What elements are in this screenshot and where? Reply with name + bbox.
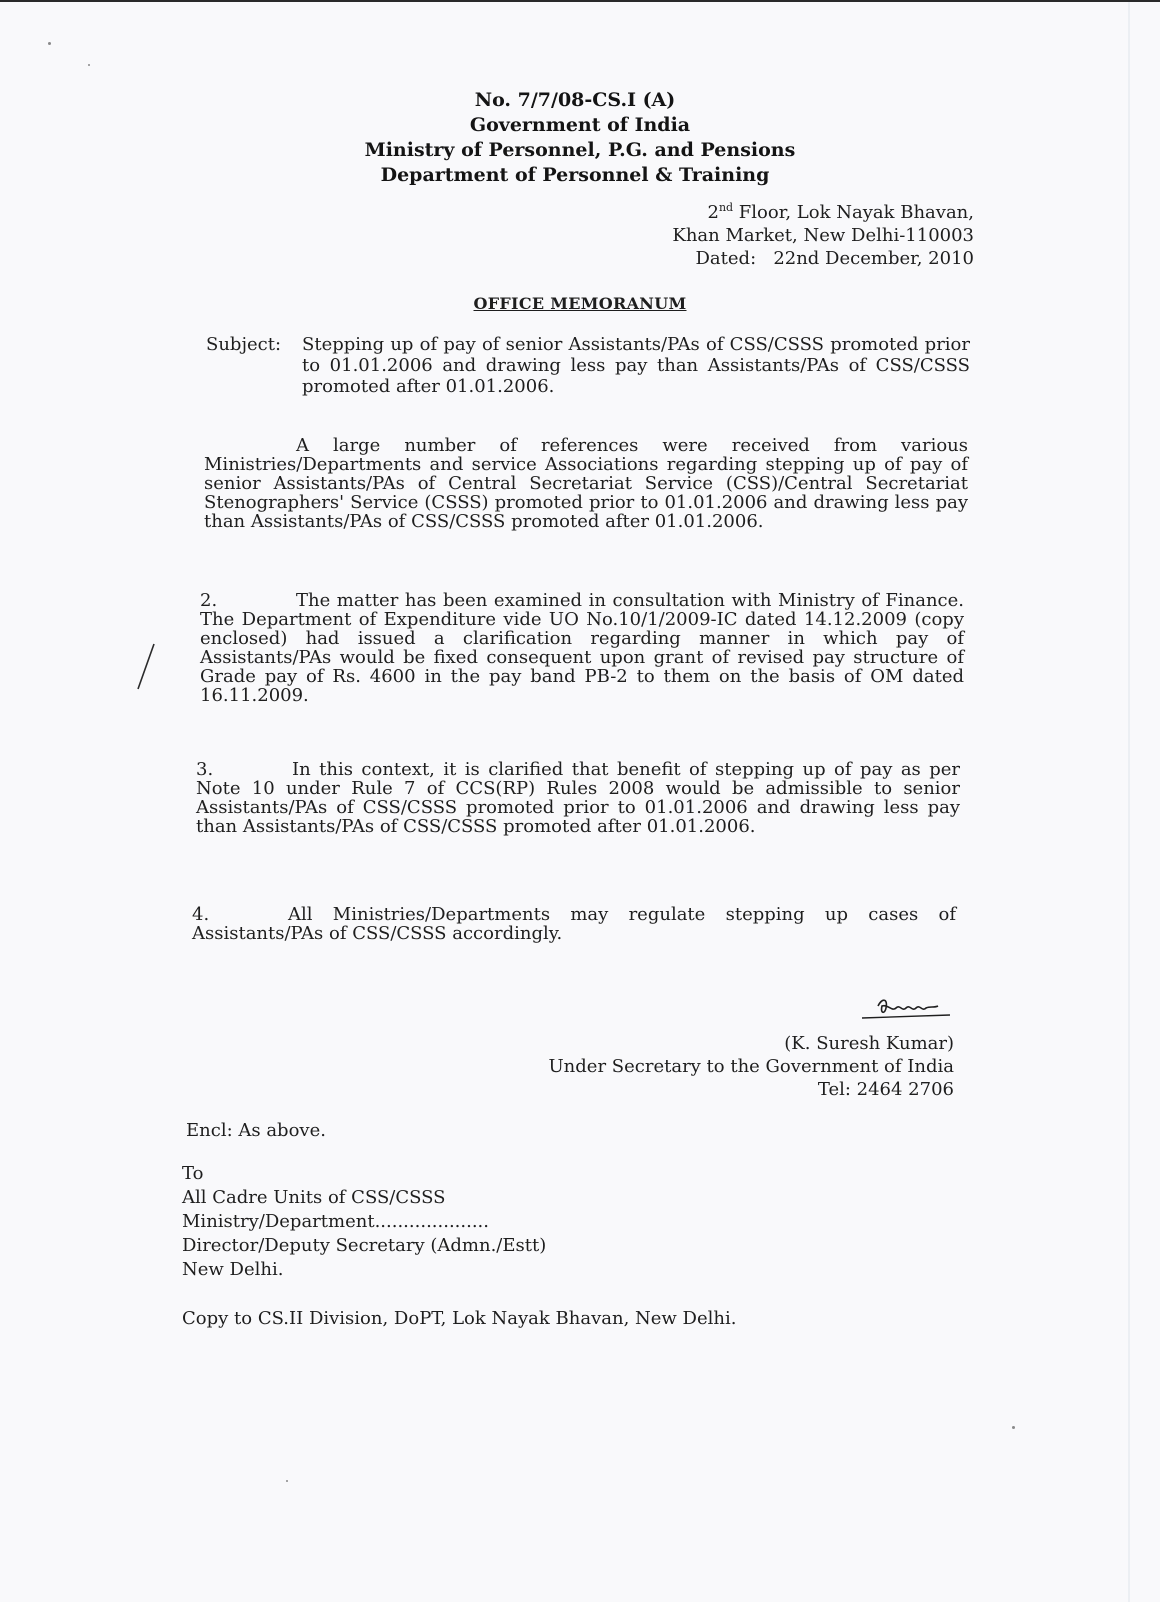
to-label: To bbox=[182, 1163, 204, 1184]
scan-speck bbox=[48, 42, 51, 45]
margin-pen-mark bbox=[135, 642, 157, 692]
floor-suffix: nd bbox=[718, 201, 734, 214]
paragraph-intro bbox=[204, 436, 968, 531]
memo-title: OFFICE MEMORANUM bbox=[473, 294, 687, 313]
signatory-block bbox=[549, 1032, 954, 1101]
recipients bbox=[182, 1162, 546, 1282]
recipient-line: Director/Deputy Secretary (Admn./Estt) bbox=[182, 1235, 547, 1256]
address-line-1-rest: Floor, Lok Nayak Bhavan, bbox=[733, 202, 974, 223]
address-line-2: Khan Market, New Delhi-110003 bbox=[672, 225, 974, 246]
paragraph-4-text: All Ministries/Departments may regulate stepping up cases of Assistants/PAs of CSS/CSSS accordingly. bbox=[192, 904, 956, 944]
scan-speck bbox=[1012, 1426, 1015, 1429]
paragraph-2 bbox=[200, 591, 964, 705]
subject-label: Subject: bbox=[206, 334, 282, 355]
dated-value: 22nd December, 2010 bbox=[773, 248, 974, 269]
signatory-tel: Tel: 2464 2706 bbox=[817, 1079, 954, 1100]
paragraph-4 bbox=[192, 905, 956, 943]
scan-speck bbox=[88, 64, 90, 66]
scan-edge bbox=[1128, 2, 1130, 1602]
signatory-designation: Under Secretary to the Government of India bbox=[548, 1056, 954, 1077]
paragraph-3-text: In this context, it is clarified that benefit of stepping up of pay as per Note 10 under Rule 7 of CCS(RP) Rules 2008 would be admissible to senior Assistants/PAs of CSS/CSSS promoted prior to 01.01.2006 and drawing less pay than Assistants/PAs of CSS/CSSS promoted after 01.01.2006. bbox=[196, 759, 960, 837]
reference-number: No. 7/7/08-CS.I (A) bbox=[474, 89, 676, 111]
ministry-name: Ministry of Personnel, P.G. and Pensions bbox=[364, 139, 796, 161]
scan-speck bbox=[286, 1480, 288, 1482]
paragraph-2-number: 2. bbox=[200, 590, 218, 611]
paragraph-4-number: 4. bbox=[192, 904, 210, 925]
recipient-line: Ministry/Department.................... bbox=[182, 1211, 490, 1232]
signatory-name: (K. Suresh Kumar) bbox=[784, 1033, 954, 1054]
department-name: Department of Personnel & Training bbox=[380, 164, 770, 186]
date-line bbox=[672, 247, 974, 270]
enclosure-note: Encl: As above. bbox=[186, 1120, 326, 1141]
recipient-line: New Delhi. bbox=[182, 1259, 284, 1280]
government-name: Government of India bbox=[469, 114, 691, 136]
office-address bbox=[672, 201, 974, 270]
subject bbox=[206, 334, 970, 397]
paragraph-intro-text: A large number of references were received from various Ministries/Departments and service Associations regarding stepping up of pay of senior Assistants/PAs of Central Secretariat Service (CSS)/Central Secretariat Stenographers' Service (CSSS) promoted prior to 01.01.2006 and drawing less pay than Assistants/PAs of CSS/CSSS promoted after 01.01.2006. bbox=[204, 435, 968, 532]
dated-label: Dated: bbox=[695, 248, 757, 269]
subject-text: Stepping up of pay of senior Assistants/PAs of CSS/CSSS promoted prior to 01.01.2006 and drawing less pay than Assistants/PAs of CSS/CSSS promoted after 01.01.2006. bbox=[302, 334, 970, 397]
floor-number: 2 bbox=[707, 202, 719, 223]
paragraph-2-text: The matter has been examined in consultation with Ministry of Finance. The Department of Expenditure vide UO No.10/1/2009-IC dated 14.12.2009 (copy enclosed) had issued a clarification regarding manner in which pay of Assistants/PAs would be fixed consequent upon grant of revised pay structure of Grade pay of Rs. 4600 in the pay band PB-2 to them on the basis of OM dated 16.11.2009. bbox=[200, 590, 964, 706]
copy-to: Copy to CS.II Division, DoPT, Lok Nayak Bhavan, New Delhi. bbox=[182, 1308, 737, 1329]
recipient-line: All Cadre Units of CSS/CSSS bbox=[182, 1187, 446, 1208]
handwritten-signature bbox=[858, 994, 954, 1028]
address-line-1 bbox=[672, 201, 974, 224]
paragraph-3 bbox=[196, 760, 960, 836]
letterhead bbox=[0, 88, 1160, 188]
paragraph-3-number: 3. bbox=[196, 759, 214, 780]
